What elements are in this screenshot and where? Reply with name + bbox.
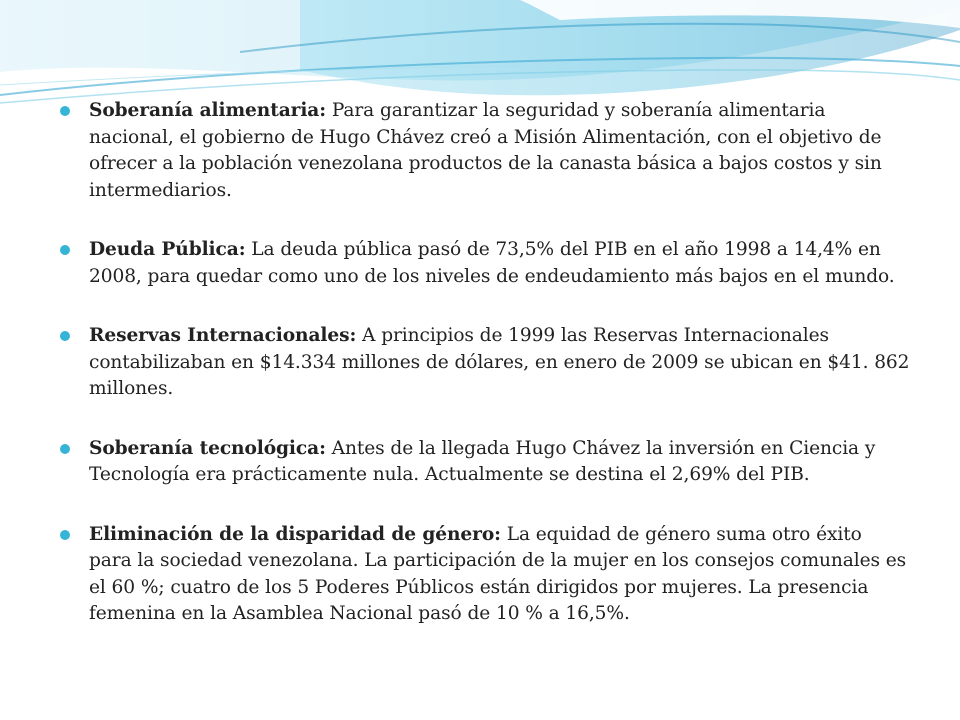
bullet-list — [60, 98, 910, 628]
bullet-term: Soberanía tecnológica: — [89, 437, 326, 459]
bullet-item-soberania-alimentaria — [60, 98, 910, 204]
bullet-text: La equidad de género suma otro éxito para la sociedad venezolana. La participación de la mujer en los consejos comunales es el 60 %; cuatro de los 5 Poderes Públicos están dirigidos por mujeres. La presencia femenina en la Asamblea Nacional pasó de 10 % a 16,5%. — [89, 523, 907, 624]
bullet-text: Para garantizar la seguridad y soberanía alimentaria nacional, el gobierno de Hugo Chávez creó a Misión Alimentación, con el objetivo de ofrecer a la población venezolana productos de la canasta básica a bajos costos y sin intermediarios. — [89, 100, 882, 201]
bullet-dot-icon — [60, 530, 70, 540]
bullet-term: Reservas Internacionales: — [89, 325, 357, 346]
bullet-text: La deuda pública pasó de 73,5% del PIB en el año 1998 a 14,4% en 2008, para quedar como uno de los niveles de endeudamiento más bajos en el mundo. — [89, 239, 895, 287]
bullet-dot-icon — [60, 444, 70, 454]
bullet-term: Soberanía alimentaria: — [89, 100, 327, 121]
bullet-item-reservas-internacionales — [60, 323, 910, 403]
bullet-term: Eliminación de la disparidad de género: — [89, 523, 501, 545]
bullet-term: Deuda Pública: — [89, 239, 246, 260]
bullet-dot-icon — [60, 331, 70, 341]
bullet-dot-icon — [60, 106, 70, 116]
bullet-item-deuda-publica — [60, 237, 910, 290]
bullet-item-disparidad-genero — [60, 522, 910, 628]
bullet-item-soberania-tecnologica — [60, 436, 910, 489]
bullet-dot-icon — [60, 245, 70, 255]
bullet-text: Antes de la llegada Hugo Chávez la inversión en Ciencia y Tecnología era prácticamente nula. Actualmente se destina el 2,69% del PIB. — [89, 437, 876, 485]
bullet-text: A principios de 1999 las Reservas Internacionales contabilizaban en $14.334 millones de dólares, en enero de 2009 se ubican en $41. 862 millones. — [89, 325, 910, 399]
